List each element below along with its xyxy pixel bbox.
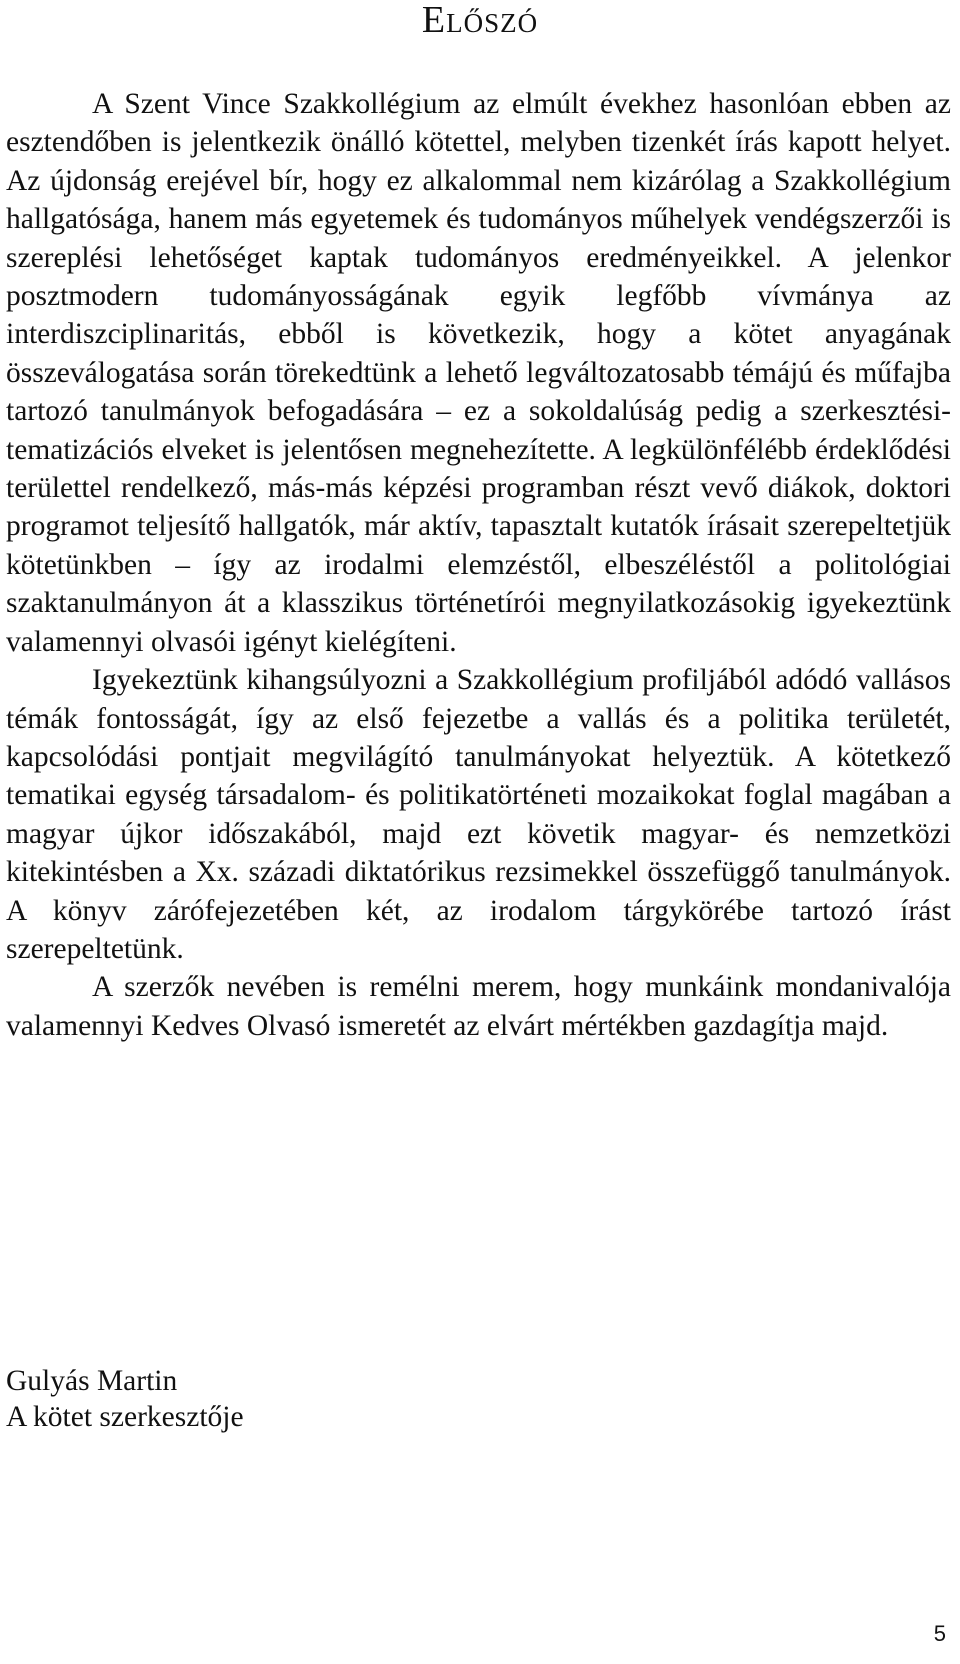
paragraph: A Szent Vince Szakkollégium az elmúlt évekhez hasonlóan ebben az esztendőben is jelentkezik önálló kötettel, melyben tizenkét írás kapott helyet. Az újdonság erejével bír, hogy ez alkalommal nem kizárólag a Szakkollégium hallgatósága, hanem más egyetemek és tudományos műhelyek vendégszerzői is szereplési lehetőséget kaptak tudományos eredményeikkel. A jelenkor posztmodern tudományosságának egyik legfőbb vívmánya az interdiszciplinaritás, ebből is következik, hogy a kötet anyagának összeválogatása során törekedtünk a lehető legváltozatosabb témájú és műfajba tartozó tanulmányok befogadására – ez a sokoldalúság pedig a szerkesztési-tematizációs elveket is jelentősen megnehezítette. A legkülönfélébb érdeklődési területtel rendelkező, más-más képzési programban részt vevő diákok, doktori programot teljesítő hallgatók, már aktív, tapasztalt kutatók írásait szerepeltetjük kötetünkben – így az irodalmi elemzéstől, elbeszéléstől a politológiai szaktanulmányon át a klasszikus történetírói megnyilatkozásokig igyekeztünk valamennyi olvasói igényt kielégíteni. <box>6 88 951 658</box>
body-text <box>6 85 951 1045</box>
signature <box>6 1363 244 1435</box>
paragraph: A szerzők nevében is remélni merem, hogy munkáink mondanivalója valamennyi Kedves Olvasó ismeretét az elvárt mértékben gazdagítja majd. <box>6 971 951 1042</box>
page-title: Előszó <box>421 0 539 41</box>
signature-role: A kötet szerkesztője <box>6 1401 244 1433</box>
page-number: 5 <box>933 1621 946 1646</box>
paragraph: Igyekeztünk kihangsúlyozni a Szakkollégium profiljából adódó vallásos témák fontosságát, így az első fejezetbe a vallás és a politika területét, kapcsolódási pontjait megvilágító tanulmányokat helyeztük. A kötetkező tematikai egység társadalom- és politikatörténeti mozaikokat foglal magában a magyar újkor időszakából, majd ezt követik magyar- és nemzetközi kitekintésben a Xx. századi diktatórikus rezsimekkel összefüggő tanulmányok. A könyv zárófejezetében két, az irodalom tárgykörébe tartozó írást szerepeltetünk. <box>6 664 951 965</box>
signature-name: Gulyás Martin <box>6 1365 178 1397</box>
